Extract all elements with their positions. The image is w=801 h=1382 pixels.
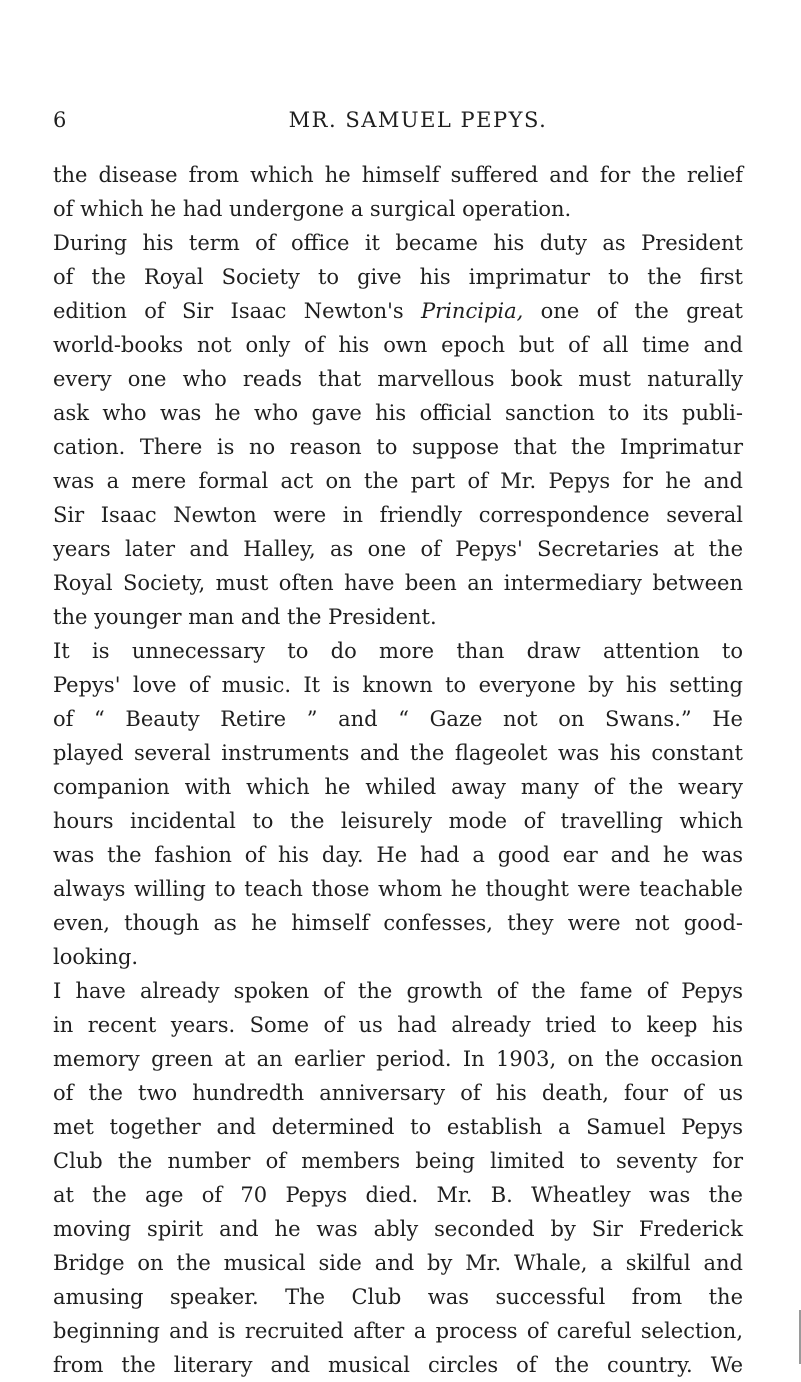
text-line: at the age of 70 Pepys died. Mr. B. Wheatley was the — [53, 1183, 743, 1207]
text-line-principia — [53, 294, 743, 328]
text-line: the disease from which he himself suffered and for the relief — [53, 163, 743, 187]
text-line: Sir Isaac Newton were in friendly correspondence several — [53, 503, 743, 527]
text-line: the younger man and the President. — [53, 605, 437, 629]
text-line: looking. — [53, 945, 139, 969]
paragraph-start-line: It is unnecessary to do more than draw attention to — [53, 639, 743, 663]
text-line: of “ Beauty Retire ” and “ Gaze not on Swans.” He — [53, 707, 743, 731]
text-fragment: one of the great — [540, 299, 743, 323]
text-line: from the literary and musical circles of the country. We — [53, 1353, 743, 1377]
text-line: cation. There is no reason to suppose that the Imprimatur — [53, 435, 743, 459]
running-title: MR. SAMUEL PEPYS. — [288, 108, 548, 132]
text-line: of the Royal Society to give his imprimatur to the first — [53, 265, 743, 289]
paragraph-start-line: During his term of office it became his duty as President — [53, 231, 743, 255]
text-line: met together and determined to establish a Samuel Pepys — [53, 1115, 743, 1139]
running-head — [53, 108, 743, 140]
text-line: in recent years. Some of us had already tried to keep his — [53, 1013, 743, 1037]
text-line: companion with which he whiled away many of the weary — [53, 775, 743, 799]
text-fragment: edition of Sir Isaac Newton's — [53, 299, 404, 323]
text-line: Pepys' love of music. It is known to everyone by his setting — [53, 673, 743, 697]
text-line: moving spirit and he was ably seconded by Sir Frederick — [53, 1217, 743, 1241]
text-line: hours incidental to the leisurely mode of travelling which — [53, 809, 743, 833]
paragraph-start-line: I have already spoken of the growth of the fame of Pepys — [53, 979, 743, 1003]
text-line: was a mere formal act on the part of Mr. Pepys for he and — [53, 469, 743, 493]
text-line: memory green at an earlier period. In 1903, on the occasion — [53, 1047, 743, 1071]
text-line: of which he had undergone a surgical operation. — [53, 197, 572, 221]
text-line: ask who was he who gave his official sanction to its publi- — [53, 401, 743, 425]
text-line: of the two hundredth anniversary of his death, four of us — [53, 1081, 743, 1105]
page-number: 6 — [53, 108, 68, 132]
text-line: played several instruments and the flageolet was his constant — [53, 741, 743, 765]
text-line: world-books not only of his own epoch but of all time and — [53, 333, 743, 357]
text-line: Bridge on the musical side and by Mr. Whale, a skilful and — [53, 1251, 743, 1275]
body-text — [53, 158, 743, 1382]
text-line: years later and Halley, as one of Pepys' Secretaries at the — [53, 537, 743, 561]
text-line: every one who reads that marvellous book must naturally — [53, 367, 743, 391]
text-line: beginning and is recruited after a process of careful selection, — [53, 1319, 743, 1343]
text-line: always willing to teach those whom he thought were teachable — [53, 877, 743, 901]
text-line: was the fashion of his day. He had a good ear and he was — [53, 843, 743, 867]
text-line: Royal Society, must often have been an intermediary between — [53, 571, 743, 595]
book-title-principia: Principia, — [421, 299, 524, 323]
text-line: Club the number of members being limited to seventy for — [53, 1149, 743, 1173]
text-line: amusing speaker. The Club was successful from the — [53, 1285, 743, 1309]
text-line: even, though as he himself confesses, they were not good- — [53, 911, 743, 935]
